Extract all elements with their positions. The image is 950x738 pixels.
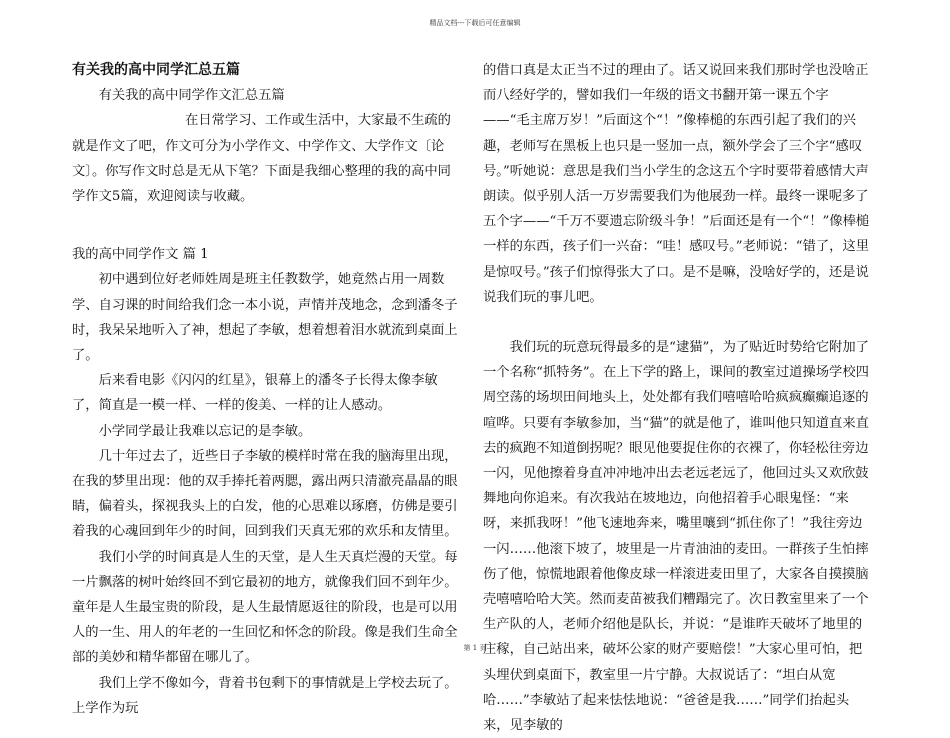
section-title: 我的高中同学作文 篇 1 <box>72 247 209 263</box>
left-column <box>72 58 462 721</box>
spacer <box>483 310 873 335</box>
body-paragraph: 几十年过去了，近些日子李敏的模样时常在我的脑海里出现，在我的梦里出现：他的双手捧托着两腮，露出两只清澈亮晶晶的眼睛，偏着头，探视我头上的白发，他的心思难以琢磨，仿佛是要引着我的心魂回到年少的时间，回到我们天真无邪的欢乐和友情里。 <box>72 448 458 540</box>
right-column <box>483 58 873 738</box>
body-paragraph: 小学同学最让我难以忘记的是李敏。 <box>98 423 312 439</box>
body-paragraph: 初中遇到位好老师姓周是班主任教数学，她竟然占用一周数学、自习课的时间给我们念一本小说，声情并茂地念，念到潘冬子时，我呆呆地听入了神，想起了李敏，想着想着泪水就流到桌面上了。 <box>72 272 458 364</box>
spacer <box>72 209 462 234</box>
body-paragraph: 我们小学的时间真是人生的天堂，是人生天真烂漫的天堂。每一片飘落的树叶始终回不到它最初的地方，就像我们回不到年少。童年是人生最宝贵的阶段，是人生最情愿返往的阶段，也是可以用人的一生、用人的年老的一生回忆和怀念的阶段。像是我们生命全部的美妙和精华都留在哪儿了。 <box>72 549 458 666</box>
body-paragraph-continued: 的借口真是太正当不过的理由了。话又说回来我们那时学也没啥正而八经好学的，譬如我们一年级的语文书翻开第一课五个字——“毛主席万岁！”后面这个“！”像棒槌的东西引起了我们的兴趣，老师写在黑板上也只是一竖加一点，额外学会了三个字“感叹号。”听她说：意思是我们当小学生的念这五个字时要带着感情大声朗读。似乎别人活一万岁需要我们为他展劲一样。最终一课呢多了五个字——“千万不要遗忘阶级斗争！”后面还是有一个“！”像棒槌一样的东西，孩子们一兴奋：“哇！感叹号。”老师说：“错了，这里是惊叹号。”孩子们惊得张大了口。是不是嘛，没啥好学的，还是说说我们玩的事儿吧。 <box>483 63 870 305</box>
body-paragraph: 我们上学不像如今，背着书包剩下的事情就是上学校去玩了。上学作为玩 <box>72 675 458 716</box>
body-paragraph: 我们玩的玩意玩得最多的是“逮猫”，为了贴近时势给它附加了一个名称“抓特务”。在上下学的路上，课间的教室过道操场学校四周空荡的场坝田间地头上，处处都有我们嘻嘻哈哈疯疯癫癫追逐的喧哗。只要有李敏参加，当“猫”的就是他了，谁叫他只知道直来直去的疯跑不知道倒拐呢？眼见他要捉住你的衣裸了，你轻松往旁边一闪，见他擦着身直冲冲地冲出去老远老远了，他回过头又欢欣鼓舞地向你追来。有次我站在坡地边，向他招着手心眼鬼怪：“来呀，来抓我呀！”他飞速地奔来，嘴里嚷到“抓住你了！”我往旁边一闪……他滚下坡了，坡里是一片青油油的麦田。一群孩子生怕摔伤了他，惊慌地跟着他像皮球一样滚进麦田里了，大家各自摸摸脑壳嘻嘻哈哈大笑。然而麦苗被我们糟蹋完了。次日教室里来了一个生产队的人，老师介绍他是队长，并说：“是谁昨天破坏了地里的庄稼，自己站出来，破坏公家的财产要赔偿！”大家心里可怕，把头埋伏到桌面下，教室里一片宁静。大叔说话了：“坦白从宽哈……”李敏站了起来怯怯地说：“爸爸是我……”同学们抬起头来，见李敏的 <box>483 340 869 734</box>
page-number: 第 1 页 <box>463 644 487 652</box>
intro-paragraph: 在日常学习、工作或生活中，大家最不生疏的就是作文了吧，作文可分为小学作文、中学作文、大学作文〔论文〕。你写作文时总是无从下笔？下面是我细心整理的我的高中同学作文5篇，欢迎阅读与收藏。 <box>72 113 451 205</box>
body-paragraph: 后来看电影《闪闪的红星》，银幕上的潘冬子长得太像李敏了，简直是一模一样、一样的俊美、一样的让人感动。 <box>72 373 438 414</box>
page-header: 精品文档---下载后可任意编辑 <box>429 19 521 27</box>
article-subtitle: 有关我的高中同学作文汇总五篇 <box>98 88 285 104</box>
article-title: 有关我的高中同学汇总五篇 <box>72 62 240 78</box>
